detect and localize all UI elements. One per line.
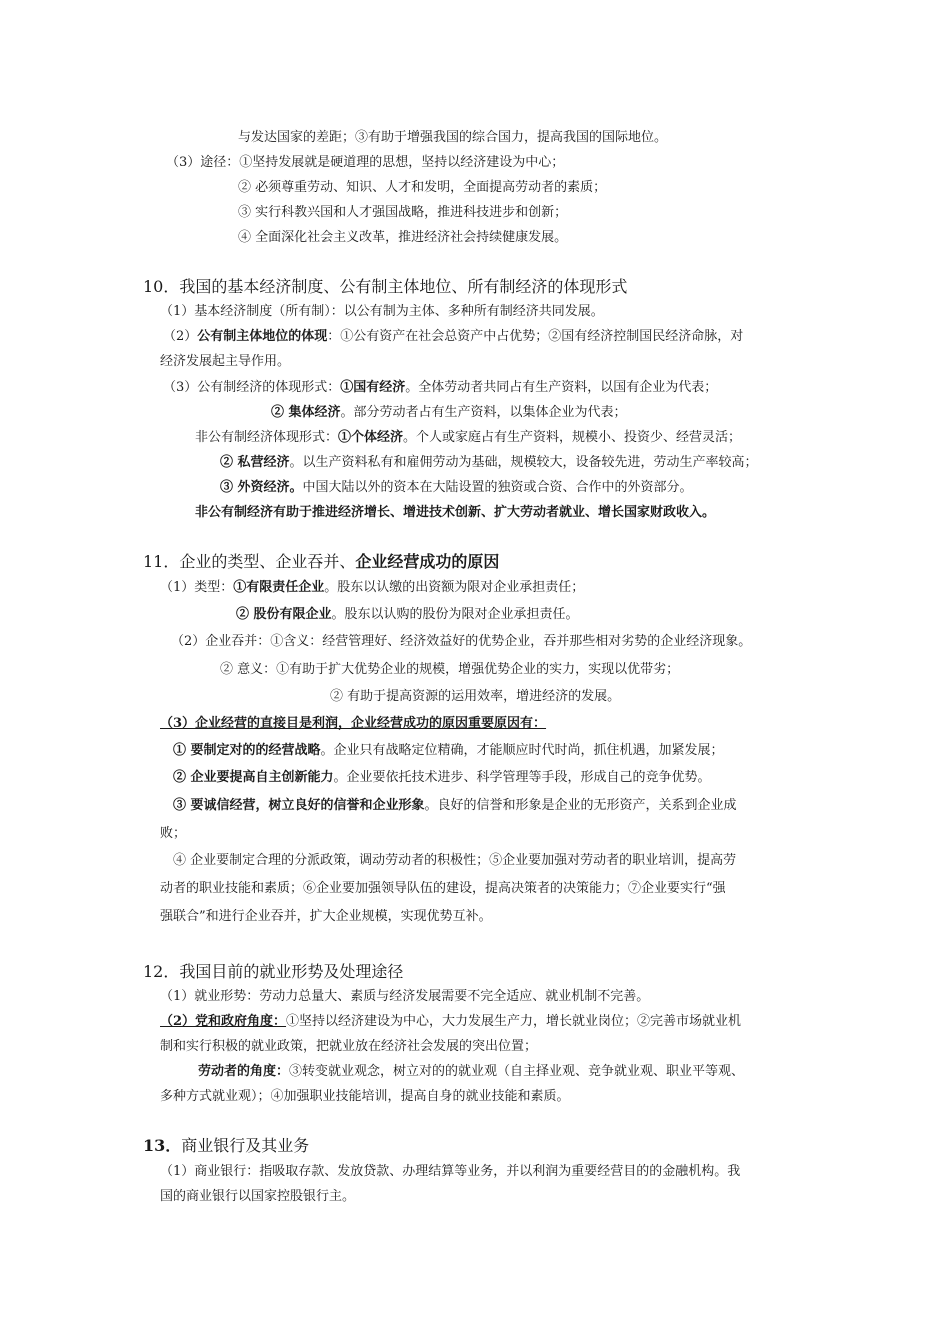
text-line: ② 私营经济。以生产资料私有和雇佣劳动为基础，规模较大，设备较先进，劳动生产率较高； [220,455,758,470]
text-line: ② 意义：①有助于扩大优势企业的规模，增强优势企业的实力，实现以优带劣； [220,662,680,677]
text-line: （2）党和政府角度：①坚持以经济建设为中心，大力发展生产力，增长就业岗位；②完善市场就业机 [160,1014,742,1029]
text-line: 经济发展起主导作用。 [160,354,291,369]
text-line: （1）商业银行：指吸取存款、发放贷款、办理结算等业务，并以利润为重要经营目的的金融机构。我 [160,1164,741,1179]
text-line: ③ 实行科教兴国和人才强国战略，推进科技进步和创新； [238,205,568,220]
text-line: ② 必须尊重劳动、知识、人才和发明，全面提高劳动者的素质； [238,180,607,195]
text-line: 劳动者的角度：③转变就业观念，树立对的的就业观（自主择业观、竞争就业观、职业平等观、 [198,1064,745,1079]
text-line: 败； [160,826,187,841]
text-line: 非公有制经济有助于推进经济增长、增进技术创新、扩大劳动者就业、增长国家财政收入。 [195,505,716,520]
text-line: 强联合”和进行企业吞并，扩大企业规模，实现优势互补。 [160,909,492,924]
text-line: （1）就业形势：劳动力总量大、素质与经济发展需要不完全适应、就业机制不完善。 [160,989,650,1004]
text-line: ② 股份有限企业。股东以认购的股份为限对企业承担责任。 [236,607,579,622]
text-line: 多种方式就业观）；④加强职业技能培训，提高自身的就业技能和素质。 [160,1089,570,1104]
text-line: （2）公有制主体地位的体现：①公有资产在社会总资产中占优势；②国有经济控制国民经济命脉，对 [163,329,744,344]
text-line: 国的商业银行以国家控股银行主。 [160,1189,356,1204]
text-line: ② 集体经济。部分劳动者占有生产资料，以集体企业为代表； [271,405,627,420]
text-line: 非公有制经济体现形式：①个体经济。个人或家庭占有生产资料，规模小、投资少、经营灵活； [195,430,742,445]
text-line: （2）企业吞并：①含义：经营管理好、经济效益好的优势企业，吞并那些相对劣势的企业经济现象。 [171,634,752,649]
text-line: （3）公有制经济的体现形式：①国有经济。全体劳动者共同占有生产资料，以国有企业为代表； [163,380,718,395]
text-line: 与发达国家的差距；③有助于增强我国的综合国力，提高我国的国际地位。 [238,130,668,145]
section-10-heading: 10．我国的基本经济制度、公有制主体地位、所有制经济的体现形式 [143,277,628,296]
text-line: ① 要制定对的的经营战略。企业只有战略定位精确，才能顺应时代时尚，抓住机遇，加紧发展； [173,743,724,758]
text-line: 制和实行积极的就业政策，把就业放在经济社会发展的突出位置； [160,1039,538,1054]
text-line: ② 有助于提高资源的运用效率，增进经济的发展。 [330,689,621,704]
text-line: 动者的职业技能和素质；⑥企业要加强领导队伍的建设，提高决策者的决策能力；⑦企业要实行“强 [160,881,726,896]
text-line: ② 企业要提高自主创新能力。企业要依托技术进步、科学管理等手段，形成自己的竞争优势。 [173,770,711,785]
text-line: （1）基本经济制度（所有制）：以公有制为主体、多种所有制经济共同发展。 [160,304,604,319]
section-12-heading: 12．我国目前的就业形势及处理途径 [143,962,404,981]
section-13-heading: 13．商业银行及其业务 [143,1136,310,1155]
text-line: ④ 企业要制定合理的分派政策，调动劳动者的积极性；⑤企业要加强对劳动者的职业培训，提高劳 [173,853,737,868]
text-line: ③ 要诚信经营，树立良好的信誉和企业形象。良好的信誉和形象是企业的无形资产，关系到企业成 [173,798,737,813]
text-line: ④ 全面深化社会主义改革，推进经济社会持续健康发展。 [238,230,568,245]
text-line: （3）企业经营的直接目是利润，企业经营成功的原因重要原因有： [160,716,547,731]
text-line: ③ 外资经济。中国大陆以外的资本在大陆设置的独资或合资、合作中的外资部分。 [220,480,693,495]
section-11-heading: 11．企业的类型、企业吞并、企业经营成功的原因 [143,552,500,571]
text-line: （1）类型：①有限责任企业。股东以认缴的出资额为限对企业承担责任； [160,580,585,595]
text-line: （3）途径：①坚持发展就是硬道理的思想，坚持以经济建设为中心； [166,155,565,170]
